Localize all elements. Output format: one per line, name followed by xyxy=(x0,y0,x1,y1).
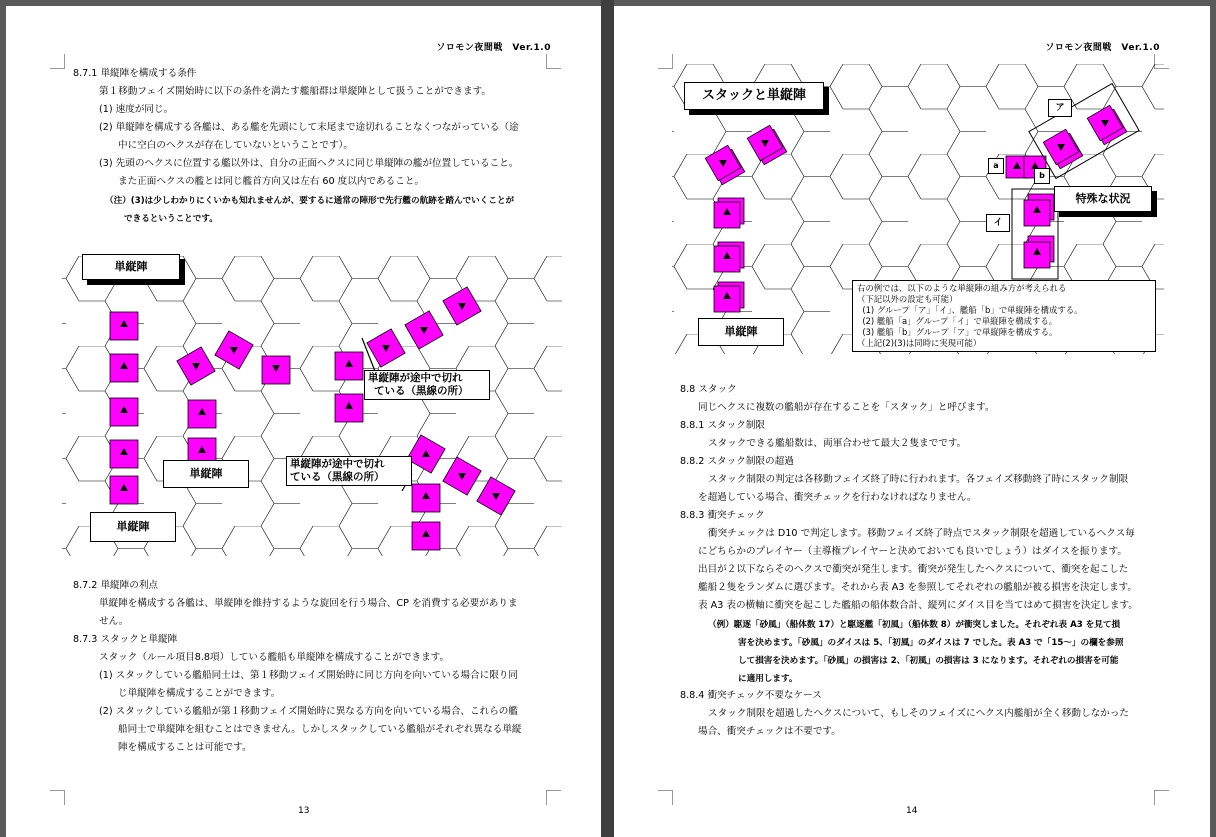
paragraph-line: 単縦陣を構成する各艦は、単縦陣を維持するような旋回を行う場合、CP を消費する必要がありま xyxy=(99,598,518,609)
paragraph-line: 表 A3 表の横軸に衝突を起こした艦船の船体数合計、縦列にダイス目を当てはめて損害を決定します。 xyxy=(698,600,1138,611)
ship-tag-a: a xyxy=(988,158,1004,174)
group-tag-a: ア xyxy=(1048,99,1072,117)
callout-broken-column-1 xyxy=(364,370,490,400)
list-item-cont: 陣を構成することは可能です。 xyxy=(118,742,252,753)
info-line: （上記(2)(3)は同時に実現可能） xyxy=(857,338,982,348)
crop-mark xyxy=(546,54,561,69)
paragraph-line: 衝突チェックは D10 で判定します。移動フェイズ終了時点でスタック制限を超過しているヘクス毎 xyxy=(708,528,1135,539)
ship-tag-b: b xyxy=(1034,168,1050,184)
info-line: (3) 艦船「b」グループ「ア」で単縦陣を構成する。 xyxy=(857,327,1058,337)
info-line: (2) 艦船「a」グループ「イ」で単縦陣を構成する。 xyxy=(857,316,1058,326)
crop-mark xyxy=(546,790,561,805)
page-number: 13 xyxy=(298,806,310,816)
page-14 xyxy=(614,6,1210,837)
page-header: ソロモン夜間戦 Ver.1.0 xyxy=(1045,43,1160,53)
paragraph-line: にどちらかのプレイヤー（主導権プレイヤーと決めておいても良いでしょう）はダイスを振ります。 xyxy=(698,546,1127,557)
page-gutter xyxy=(601,0,614,837)
paragraph-line: 艦船２隻をランダムに選びます。それから表 A3 を参照してそれぞれの艦船が被る損害を決定します。 xyxy=(698,582,1137,593)
paragraph-line: スタック制限の判定は各移動フェイズ終了時に行われます。各フェイズ移動終了時にスタック制限 xyxy=(708,474,1129,485)
list-item-cont: また正面ヘクスの艦とは同じ艦首方向又は左右 60 度以内であること。 xyxy=(118,176,425,187)
list-item-cont: じ単縦陣を構成することができます。 xyxy=(118,688,281,699)
section-heading: 8.8.4 衝突チェック不要なケース xyxy=(680,690,822,701)
crop-mark xyxy=(50,790,65,805)
page-13 xyxy=(6,6,601,837)
paragraph-line: スタックできる艦船数は、両軍合わせて最大２隻までです。 xyxy=(708,438,967,449)
example-line: に適用します。 xyxy=(738,674,798,684)
crop-mark xyxy=(658,790,673,805)
paragraph-line: スタック制限を超過したヘクスについて、もしそのフェイズにヘクス内艦船が全く移動しなかった xyxy=(708,708,1129,719)
section-heading: 8.7.3 スタックと単縦陣 xyxy=(73,634,178,645)
list-item: (3) 先頭のヘクスに位置する艦以外は、自分の正面ヘクスに同じ単縦陣の艦が位置していること。 xyxy=(99,158,519,169)
crop-mark xyxy=(1154,790,1169,805)
label-single-column-bottom: 単縦陣 xyxy=(90,512,176,542)
list-item: (1) 速度が同じ。 xyxy=(99,104,174,115)
paragraph-line: 第１移動フェイズ開始時に以下の条件を満たす艦船群は単縦陣として扱うことができます。 xyxy=(99,86,491,97)
section-heading: 8.8 スタック xyxy=(680,384,737,395)
list-item-cont: 中に空白のヘクスが存在していないということです）。 xyxy=(118,140,353,151)
label-single-column: 単縦陣 xyxy=(698,318,784,346)
group-tag-i: イ xyxy=(986,214,1010,232)
info-line: (1) グループ「ア」「イ」、艦船「b」で単縦陣を構成する。 xyxy=(857,305,1083,315)
counter-layer xyxy=(62,256,562,556)
paragraph-line: 場合、衝突チェックは不要です。 xyxy=(698,726,841,737)
page-number: 14 xyxy=(906,806,918,816)
info-line: （下記以外の設定も可能） xyxy=(857,294,958,304)
section-heading: 8.8.1 スタック制限 xyxy=(680,420,766,431)
example-line: して損害を決めます。「砂風」の損害は 2、「初風」の損害は 3 になります。それぞれの損害を可能 xyxy=(738,656,1119,666)
diagram-title: スタックと単縦陣 xyxy=(684,82,824,110)
label-special-situation: 特殊な状況 xyxy=(1054,186,1152,212)
label-single-column: 単縦陣 xyxy=(163,460,249,488)
section-heading: 8.8.3 衝突チェック xyxy=(680,510,765,521)
section-heading: 8.7.1 単縦陣を構成する条件 xyxy=(73,68,197,79)
page-header: ソロモン夜間戦 Ver.1.0 xyxy=(436,43,551,53)
callout-text: ている（黒線の所） xyxy=(290,471,385,483)
example-line: （例）駆逐「砂風」（船体数 17）と駆逐艦「初風」（船体数 8）が衝突しました。それぞれ表 A3 を見て損 xyxy=(708,620,1121,630)
crop-mark xyxy=(658,54,673,69)
paragraph-line: 出目が２以下ならそのヘクスで衝突が発生します。衝突が発生したヘクスについて、衝突を起こした xyxy=(698,564,1129,575)
callout-broken-column-2 xyxy=(286,456,412,486)
list-item-cont: 船同士で単縦陣を組むことはできません。しかしスタックしている艦船がそれぞれ異なる単縦 xyxy=(118,724,522,735)
paragraph-line: せん。 xyxy=(99,616,129,627)
note-line: できるということです。 xyxy=(124,214,218,224)
callout-text: ている（黒線の所） xyxy=(374,385,469,397)
diagram-title: 単縦陣 xyxy=(82,254,180,280)
note-line: （注）(3)は少しわかりにくいかも知れませんが、要するに通常の陣形で先行艦の航跡を踏んでいくことが xyxy=(105,196,515,206)
example-line: 害を決めます。「砂風」のダイスは 5、「初風」のダイスは 7 でした。表 A3 で「15～」の欄を参照 xyxy=(738,638,1124,648)
section-heading: 8.8.2 スタック制限の超過 xyxy=(680,456,794,467)
crop-mark xyxy=(50,54,65,69)
list-item: (1) スタックしている艦船同士は、第１移動フェイズ開始時に同じ方向を向いている場合に限り同 xyxy=(99,670,518,681)
paragraph-line: スタック（ルール項目8.8項）している艦船も単縦陣を構成することができます。 xyxy=(99,652,450,663)
list-item: (2) スタックしている艦船が第１移動フェイズ開始時に異なる方向を向いている場合、これらの艦 xyxy=(99,706,518,717)
example-info-box xyxy=(852,280,1156,352)
paragraph-line: 同じヘクスに複数の艦船が存在することを「スタック」と呼びます。 xyxy=(698,402,995,413)
info-line: 右の例では、以下のような単縦陣の組み方が考えられる xyxy=(857,283,1067,293)
section-heading: 8.7.2 単縦陣の利点 xyxy=(73,580,159,591)
callout-text: 単縦陣が途中で切れ xyxy=(368,372,463,384)
callout-text: 単縦陣が途中で切れ xyxy=(290,458,385,470)
list-item: (2) 単縦陣を構成する各艦は、ある艦を先頭にして末尾まで途切れることなくつながっている（途 xyxy=(99,122,519,133)
paragraph-line: を超過している場合、衝突チェックを行わなければなりません。 xyxy=(698,492,977,503)
